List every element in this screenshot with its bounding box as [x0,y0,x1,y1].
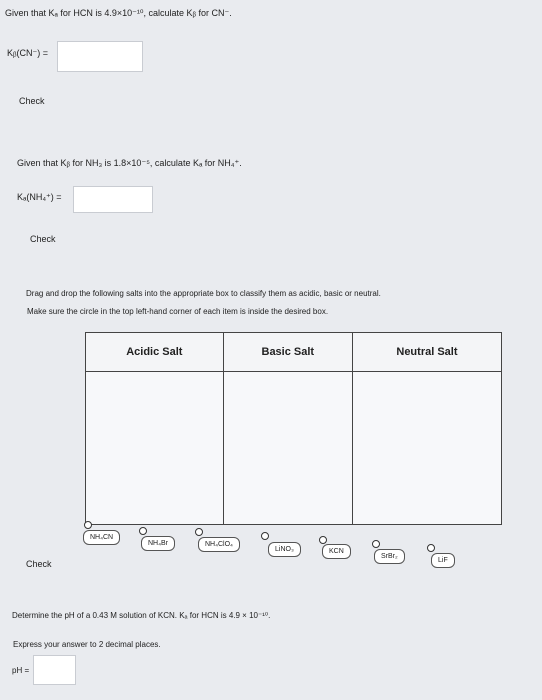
drop-zone-basic[interactable] [223,372,352,525]
drag-handle-icon[interactable] [261,532,269,540]
salt-srbr2[interactable]: SrBr₂ [374,549,405,564]
column-basic-salt: Basic Salt [223,333,352,372]
drag-handle-icon[interactable] [84,521,92,529]
q2-check-button[interactable]: Check [30,234,56,244]
salt-kcn[interactable]: KCN [322,544,351,559]
classification-table [85,332,502,525]
ka-nh4-input[interactable] [73,186,153,213]
q3-check-button[interactable]: Check [26,559,52,569]
salt-nh4br[interactable]: NH₄Br [141,536,175,551]
ph-label: pH = [12,666,30,675]
q3-instruction-1: Drag and drop the following salts into the appropriate box to classify them as acidic, basic or neutral. [26,289,381,298]
kb-cn-input[interactable] [57,41,143,72]
q1-check-button[interactable]: Check [19,96,45,106]
salt-nh4cn[interactable]: NH₄CN [83,530,120,545]
drop-zone-acidic[interactable] [86,372,224,525]
q1-label: Kᵦ(CN⁻) = [7,48,48,58]
column-acidic-salt: Acidic Salt [86,333,224,372]
drag-handle-icon[interactable] [139,527,147,535]
drag-handle-icon[interactable] [319,536,327,544]
q4-instruction: Express your answer to 2 decimal places. [13,640,161,649]
column-neutral-salt: Neutral Salt [352,333,501,372]
drag-handle-icon[interactable] [195,528,203,536]
ph-input[interactable] [33,655,76,685]
q4-prompt: Determine the pH of a 0.43 M solution of KCN. Kₐ for HCN is 4.9 × 10⁻¹⁰. [12,611,271,620]
q3-instruction-2: Make sure the circle in the top left-hand corner of each item is inside the desired box. [27,307,329,316]
q1-prompt: Given that Kₐ for HCN is 4.9×10⁻¹⁰, calculate Kᵦ for CN⁻. [5,8,232,18]
drop-zone-neutral[interactable] [352,372,501,525]
salt-lino3[interactable]: LiNO₃ [268,542,301,557]
salt-nh4clo4[interactable]: NH₄ClO₄ [198,537,240,552]
q2-label: Kₐ(NH₄⁺) = [17,192,62,202]
salt-lif[interactable]: LiF [431,553,455,568]
drag-handle-icon[interactable] [372,540,380,548]
q2-prompt: Given that Kᵦ for NH₃ is 1.8×10⁻⁵, calculate Kₐ for NH₄⁺. [17,158,242,168]
drag-handle-icon[interactable] [427,544,435,552]
